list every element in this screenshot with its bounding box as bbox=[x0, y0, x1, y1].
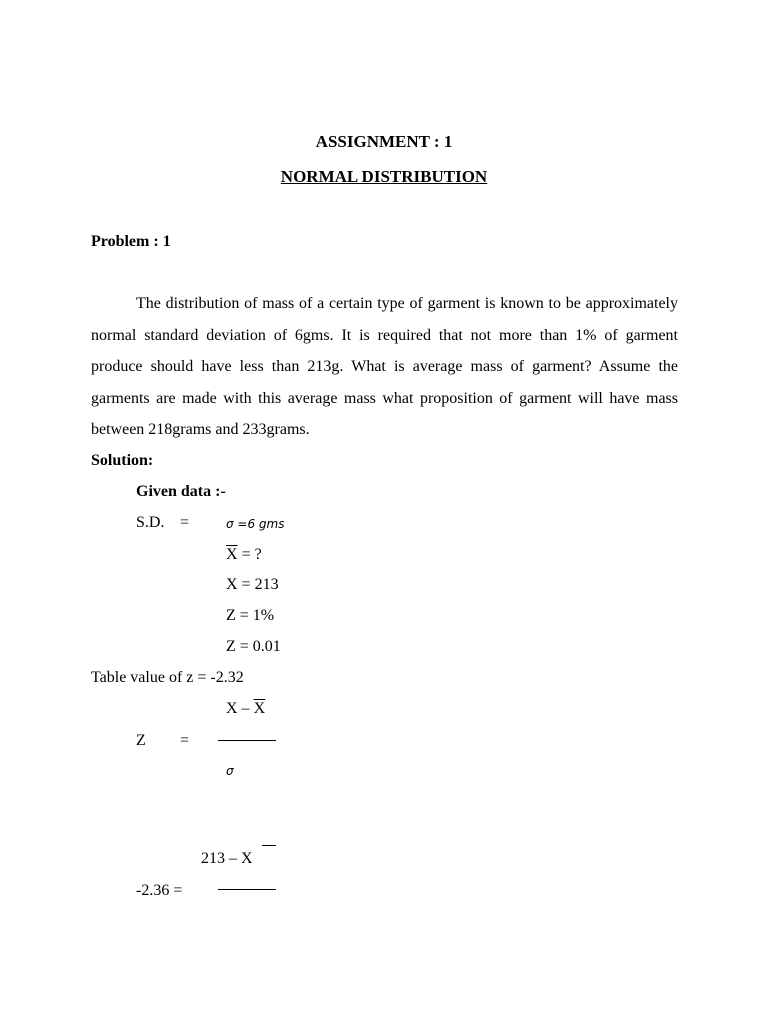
substitution-fraction-bar bbox=[218, 889, 276, 890]
topic-title bbox=[0, 167, 768, 187]
formula-numerator-xbar: $\overline{X}$ bbox=[253, 700, 266, 717]
formula-lhs: Z bbox=[136, 732, 146, 749]
solution-label: Solution: bbox=[91, 452, 154, 469]
z-percent-line: Z = 1% bbox=[226, 607, 275, 624]
substitution-xbar-overline bbox=[262, 845, 276, 846]
substitution-lhs: -2.36 = bbox=[136, 882, 183, 899]
table-value-line: Table value of z = -2.32 bbox=[91, 669, 244, 686]
assignment-title: ASSIGNMENT : 1 bbox=[315, 132, 453, 151]
substitution-numerator: 213 – X bbox=[201, 850, 253, 867]
z-decimal-line: Z = 0.01 bbox=[226, 638, 281, 655]
formula-equals: = bbox=[180, 732, 190, 749]
x-value-line: X = 213 bbox=[226, 576, 279, 593]
problem-label: Problem : 1 bbox=[91, 233, 171, 250]
sd-equals: = bbox=[180, 514, 190, 531]
problem-statement: The distribution of mass of a certain type of garment is known to be approximately normal standard deviation of 6gms. It is required that not more than 1% of garment produce should have less than 213g. What is average mass of garment? Assume the garments are made with this average mass what proposition of garment will have mass between 218grams and 233grams. bbox=[91, 295, 678, 438]
sd-value: σ =6 gms bbox=[226, 517, 285, 531]
sd-label: S.D. bbox=[136, 514, 165, 531]
x-bar-symbol: $\overline{X}$ bbox=[226, 546, 238, 563]
formula-fraction-bar bbox=[218, 740, 276, 741]
mean-line bbox=[226, 546, 262, 564]
given-data-label: Given data :- bbox=[136, 483, 226, 500]
mean-unknown: = ? bbox=[241, 546, 262, 563]
formula-denominator: σ bbox=[226, 764, 234, 778]
formula-numerator bbox=[226, 700, 265, 718]
topic-title-text: NORMAL DISTRIBUTION bbox=[280, 167, 488, 186]
formula-numerator-x: X – bbox=[226, 700, 250, 717]
